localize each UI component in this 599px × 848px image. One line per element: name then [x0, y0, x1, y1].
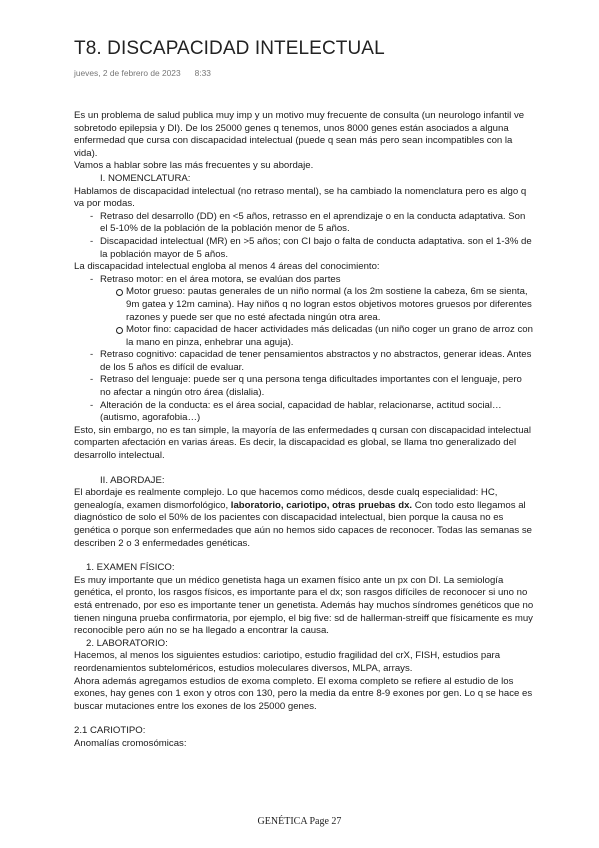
page-footer: GENÉTICA Page 27	[257, 816, 342, 827]
laboratorio-paragraph: Hacemos, al menos los siguientes estudios: cariotipo, estudio fragilidad del crX, FISH, estudios para reordenamientos subteloméricos, estudios moleculares diversos, MLPA, arrays.	[74, 650, 501, 674]
list-item: - Alteración de la conducta: es el área social, capacidad de hablar, relacionarse, actitud social… (autismo, agorafobia…)	[74, 400, 534, 425]
list-item: - Retraso motor: en el área motora, se evalúan dos partes	[74, 274, 534, 287]
section-heading-abordaje: II. ABORDAJE:	[100, 474, 165, 486]
section-heading-examen: 1. EXAMEN FÍSICO:	[86, 562, 175, 574]
list-item: - Discapacidad intelectual (MR) en >5 años; con CI bajo o falta de conducta adaptativa. son el 1-3% de la población mayor de 5 años.	[74, 236, 534, 261]
page-time: 8:33	[194, 68, 211, 78]
abordaje-paragraph: El abordaje es realmente complejo. Lo que hacemos como médicos, desde cualq especialidad: HC, genealogía, examen dismorfológico, laboratorio, cariotipo, otras pruebas dx. Con todo esto llegamos al diagnóstico de solo el 50% de los pacientes con discapacidad intelectual, bien porque la causa no es genética o porque son enfermedades que aún no hemos sido capaces de reconocer. Todas las semanas se describen 2 o 3 enfermedades genéticas.	[74, 487, 532, 549]
intro-paragraph: Es un problema de salud publica muy imp y un motivo muy frecuente de consulta (un neurologo infantil ve sobretodo epilepsia y DI). De los 25000 genes q tenemos, unos 8000 genes están asociados a alguna enfermedad que cursa con discapacidad intelectual (puede q sean más pero sean incompatibles con la vida).	[74, 110, 525, 159]
nomenclatura-paragraph: Hablamos de discapacidad intelectual (no retraso mental), se ha cambiado la nomenclatura pero es algo q va por modas.	[74, 185, 527, 210]
list-item: - Retraso cognitivo: capacidad de tener pensamientos abstractos y no abstractos, generar ideas. Antes de los 5 años es difícil de evaluar.	[74, 349, 534, 374]
sub-list-item: Motor grueso: pautas generales de un niño normal (a los 2m sostiene la cabeza, 6m se sienta, 9m gatea y 12m camina). Hay niños q no logran estos objetivos motores gruesos por diferentes razones y puede ser que no esté afectada ningún otra area.	[74, 286, 534, 324]
section-heading-cariotipo: 2.1 CARIOTIPO:	[74, 725, 146, 737]
page-body	[74, 110, 534, 751]
sub-list-item: Motor fino: capacidad de hacer actividades más delicadas (un niño coger un grano de arroz con la mano en pinza, enhebrar una aguja).	[74, 324, 534, 349]
examen-paragraph: Es muy importante que un médico genetista haga un examen físico ante un px con DI. La semiología genética, el pronto, los rasgos físicos, es importante para el dx; son rasgos difíciles de reconocer si uno no está entrenado, por eso es importante tener un genetista. Además hay muchos síndromes genéticos que no tienen ninguna prueba confirmatoria, por ejemplo, el big five: sd de hallerman-streiff que físicamente es muy reconocible pero aún no se ha llegado a encontrar la causa.	[74, 574, 534, 637]
list-item: - Retraso del desarrollo (DD) en <5 años, retrasso en el aprendizaje o en la conducta adaptativa. Son el 5-10% de la población de la población menor de 5 años.	[74, 211, 534, 236]
page-meta	[74, 68, 211, 78]
intro-paragraph-2: Vamos a hablar sobre las más frecuentes y su abordaje.	[74, 160, 314, 172]
areas-intro-paragraph: La discapacidad intelectual engloba al menos 4 áreas del conocimiento:	[74, 261, 380, 273]
section-heading-nomenclatura: I. NOMENCLATURA:	[100, 172, 191, 184]
page-date: jueves, 2 de febrero de 2023	[74, 68, 181, 78]
section-heading-laboratorio: 2. LABORATORIO:	[86, 637, 168, 649]
nomenclatura-summary: Esto, sin embargo, no es tan simple, la mayoría de las enfermedades q cursan con discapacidad intelectual comparten afectación en varias áreas. Es decir, la discapacidad es global, se llama tno generalizado del desarrollo intelectual.	[74, 424, 532, 462]
cariotipo-subheading: Anomalías cromosómicas:	[74, 737, 187, 749]
page-title: T8. DISCAPACIDAD INTELECTUAL	[74, 38, 385, 59]
list-item: - Retraso del lenguaje: puede ser q una persona tenga dificultades importantes con el lenguaje, pero no afectar a ningún otro área (dislalia).	[74, 374, 534, 399]
laboratorio-paragraph-2: Ahora además agregamos estudios de exoma completo. El exoma completo se refiere al estudio de los exones, hay genes con 1 exon y otros con 130, pero la media da entre 8-9 exones por gen. Lo q se hace es buscar mutaciones entre los exones de los 25000 genes.	[74, 675, 533, 712]
